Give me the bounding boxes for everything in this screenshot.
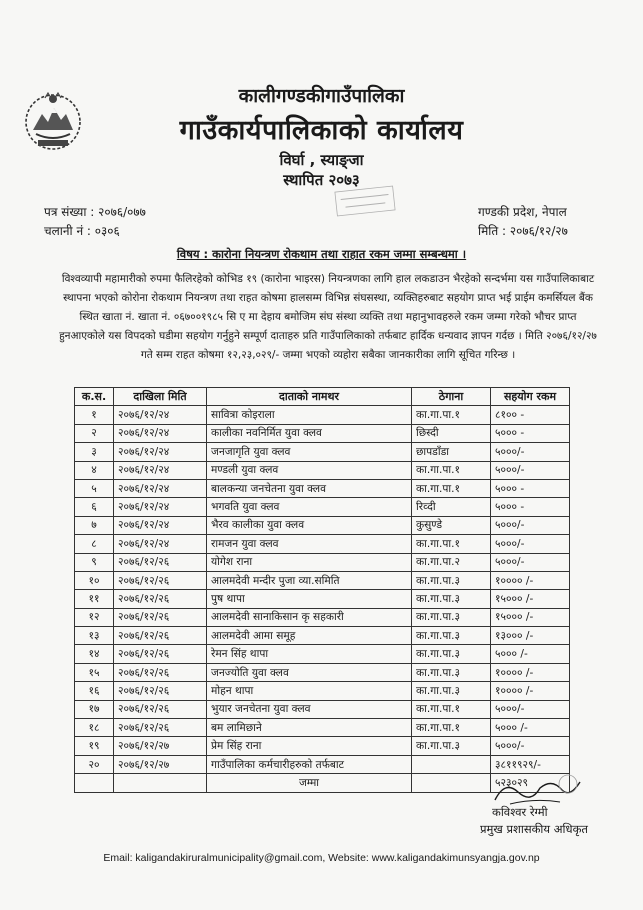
- cell-address: का.गा.पा.३: [412, 571, 491, 589]
- table-row: [75, 424, 570, 442]
- cell-donor: कालीका नवनिर्मित युवा क्लव: [207, 424, 412, 442]
- cell-date: २०७६/१२/२६: [114, 645, 207, 663]
- cell-donor: आलमदेवी सानाकिसान कृ सहकारी: [207, 608, 412, 626]
- cell-amount: १३००० /-: [491, 627, 570, 645]
- table-header-row: [75, 388, 570, 406]
- cell-donor: भुयार जनचेतना युवा क्लव: [207, 700, 412, 718]
- cell-donor: योगेश राना: [207, 553, 412, 571]
- table-row: [75, 516, 570, 534]
- municipality-name: कालीगण्डकीगाउँपालिका: [238, 85, 405, 107]
- table-row: [75, 682, 570, 700]
- cell-date: २०७६/१२/२४: [114, 516, 207, 534]
- contact-footer: Email: kaligandakiruralmunicipality@gmail.com, Website: www.kaligandakimunsyangja.gov.np: [103, 852, 540, 864]
- cell-date: २०७६/१२/२४: [114, 498, 207, 516]
- table-row: [75, 406, 570, 424]
- cell-sn: १: [75, 406, 114, 424]
- cell-date: २०७६/१२/२४: [114, 406, 207, 424]
- total-label: जम्मा: [207, 774, 412, 792]
- cell-address: का.गा.पा.३: [412, 737, 491, 755]
- cell-sn: ७: [75, 516, 114, 534]
- signatory-name: कविश्वर रेग्मी: [492, 805, 548, 819]
- table-row: [75, 608, 570, 626]
- signatory-title: प्रमुख प्रशासकीय अधिकृत: [480, 822, 588, 836]
- letter-body: विश्वव्यापी महामारीको रुपमा फैलिरहेको कोभिड १९ (कारोना भाइरस) नियन्त्रणका लागि हाल लकडाउन भैरहेको सन्दर्भमा यस गाउँपालिकाबाट स्थापना भएको कोरोना रोकथाम नियन्त्रण तथा राहत कोषमा हालसम्म विभिन्न संघसस्था, व्यक्तिहरुबाट सहयोग प्राप्त भई प्राईम कमर्सियल बैंक स्थित खाता नं. खाता नं. ०६७००१९८५ सि ए मा देहाय बमोजिम संघ संस्था व्यक्ति तथा महानुभावहरुले रकम जम्मा गरेको भौचर प्राप्त हुनआएकोले यस विपदको घडीमा सहयोग गर्नुहुने सम्पूर्ण दाताहरु प्रति गाउँपालिकाको तर्फबाट हार्दिक धन्यवाद ज्ञापन गर्दछ । मिति २०७६/१२/२७ गते सम्म राहत कोषमा १२,२३,०२९/- जम्मा भएको व्यहोरा सबैका जानकारीका लागि सूचित गरिन्छ ।: [59, 273, 597, 361]
- cell-address: रिव्दी: [412, 498, 491, 516]
- cell-address: छापडाँडा: [412, 443, 491, 461]
- cell-address: छिस्दी: [412, 424, 491, 442]
- cell-donor: मोहन थापा: [207, 682, 412, 700]
- cell-date: २०७६/१२/२४: [114, 461, 207, 479]
- cell-amount: ५०००/-: [491, 535, 570, 553]
- header-donor: दाताको नामथर: [207, 388, 412, 406]
- header-amount: सहयोग रकम: [491, 388, 570, 406]
- cell-amount: ५०००/-: [491, 737, 570, 755]
- cell-donor: बम लामिछाने: [207, 719, 412, 737]
- cell-donor: आलमदेवी मन्दीर पुजा व्या.समिति: [207, 571, 412, 589]
- cell-address: का.गा.पा.१: [412, 479, 491, 497]
- office-title: गाउँकार्यपालिकाको कार्यालय: [179, 115, 464, 146]
- cell-donor: रेमन सिंह थापा: [207, 645, 412, 663]
- cell-address: [412, 755, 491, 773]
- cell-sn: १०: [75, 571, 114, 589]
- cell-date: २०७६/१२/२४: [114, 443, 207, 461]
- cell-amount: १०००० /-: [491, 682, 570, 700]
- table-row: [75, 719, 570, 737]
- table-row: [75, 737, 570, 755]
- cell-address: का.गा.पा.३: [412, 682, 491, 700]
- dispatch-number: चलानी नं : ०३०६: [44, 224, 120, 238]
- cell-donor: प्रेम सिंह राना: [207, 737, 412, 755]
- header-sn: क.स.: [75, 388, 114, 406]
- table-row: [75, 479, 570, 497]
- cell-donor: सावित्रा कोइराला: [207, 406, 412, 424]
- cell-donor: मण्डली युवा क्लव: [207, 461, 412, 479]
- cell-address: का.गा.पा.१: [412, 406, 491, 424]
- cell-address: का.गा.पा.३: [412, 663, 491, 681]
- cell-donor: जनजागृति युवा क्लव: [207, 443, 412, 461]
- cell-amount: ८१०० -: [491, 406, 570, 424]
- cell-address: का.गा.पा.१: [412, 535, 491, 553]
- cell-date: २०७६/१२/२४: [114, 535, 207, 553]
- cell-donor: भगवति युवा क्लव: [207, 498, 412, 516]
- cell-amount: ५०००/-: [491, 516, 570, 534]
- cell-donor: गाउँपालिका कर्मचारीहरुको तर्फबाट: [207, 755, 412, 773]
- cell-amount: ५००० -: [491, 424, 570, 442]
- total-value: ५२३०२९: [491, 774, 570, 792]
- cell-amount: १०००० /-: [491, 663, 570, 681]
- cell-amount: ५००० -: [491, 479, 570, 497]
- cell-address: का.गा.पा.३: [412, 645, 491, 663]
- cell-sn: ४: [75, 461, 114, 479]
- cell-address: का.गा.पा.३: [412, 627, 491, 645]
- cell-donor: बालकन्या जनचेतना युवा क्लव: [207, 479, 412, 497]
- table-row: [75, 590, 570, 608]
- letter-date: मिति : २०७६/१२/२७: [478, 224, 568, 238]
- cell-sn: १८: [75, 719, 114, 737]
- table-row: [75, 553, 570, 571]
- cell-sn: १४: [75, 645, 114, 663]
- cell-amount: १५००० /-: [491, 608, 570, 626]
- table-row: [75, 443, 570, 461]
- cell-sn: ८: [75, 535, 114, 553]
- cell-date: २०७६/१२/२४: [114, 424, 207, 442]
- table-row: [75, 571, 570, 589]
- cell-address: का.गा.पा.३: [412, 590, 491, 608]
- cell-sn: १९: [75, 737, 114, 755]
- table-row: [75, 645, 570, 663]
- cell-date: २०७६/१२/२६: [114, 608, 207, 626]
- signature-scribble: [490, 770, 585, 810]
- header-date: दाखिला मिति: [114, 388, 207, 406]
- letter-number: पत्र संख्या : २०७६/०७७: [44, 205, 146, 219]
- cell-date: २०७६/१२/२६: [114, 682, 207, 700]
- cell-donor: आलमदेवी आमा समूह: [207, 627, 412, 645]
- table-row: [75, 498, 570, 516]
- cell-sn: १५: [75, 663, 114, 681]
- cell-sn: १६: [75, 682, 114, 700]
- cell-sn: २: [75, 424, 114, 442]
- cell-date: २०७६/१२/२६: [114, 719, 207, 737]
- cell-amount: ५०००/-: [491, 443, 570, 461]
- cell-donor: रामजन युवा क्लव: [207, 535, 412, 553]
- cell-amount: ५०००/-: [491, 700, 570, 718]
- cell-amount: ५०००/-: [491, 461, 570, 479]
- cell-amount: ५००० /-: [491, 645, 570, 663]
- cell-donor: पुष थापा: [207, 590, 412, 608]
- cell-sn: १२: [75, 608, 114, 626]
- cell-donor: भैरव कालीका युवा क्लव: [207, 516, 412, 534]
- cell-address: का.गा.पा.२: [412, 553, 491, 571]
- cell-date: २०७६/१२/२६: [114, 590, 207, 608]
- cell-amount: ५००० /-: [491, 719, 570, 737]
- table-row: [75, 627, 570, 645]
- letter-subject: विषय : कारोना नियन्त्रण रोकथाम तथा राहात रकम जम्मा सम्बन्धमा ।: [176, 247, 467, 261]
- cell-sn: ५: [75, 479, 114, 497]
- cell-sn: ३: [75, 443, 114, 461]
- cell-amount: ५०००/-: [491, 553, 570, 571]
- cell-date: २०७६/१२/२६: [114, 663, 207, 681]
- cell-amount: ३८११९२९/-: [491, 755, 570, 773]
- cell-sn: १३: [75, 627, 114, 645]
- established-year: स्थापित २०७३: [283, 171, 360, 189]
- cell-sn: ९: [75, 553, 114, 571]
- cell-date: २०७६/१२/२६: [114, 700, 207, 718]
- office-address: विर्घा , स्याङ्जा: [279, 151, 364, 169]
- cell-sn: ६: [75, 498, 114, 516]
- cell-address: कुसुण्डे: [412, 516, 491, 534]
- cell-amount: १५००० /-: [491, 590, 570, 608]
- cell-date: २०७६/१२/२४: [114, 479, 207, 497]
- cell-amount: १०००० /-: [491, 571, 570, 589]
- cell-date: २०७६/१२/२७: [114, 737, 207, 755]
- cell-address: का.गा.पा.१: [412, 719, 491, 737]
- table-row: [75, 535, 570, 553]
- cell-sn: ११: [75, 590, 114, 608]
- table-row: [75, 663, 570, 681]
- received-stamp: [334, 185, 396, 217]
- cell-address: का.गा.पा.१: [412, 461, 491, 479]
- donation-table: [74, 387, 570, 793]
- cell-address: का.गा.पा.१: [412, 700, 491, 718]
- cell-date: २०७६/१२/२६: [114, 553, 207, 571]
- cell-date: २०७६/१२/२७: [114, 755, 207, 773]
- cell-address: का.गा.पा.३: [412, 608, 491, 626]
- cell-amount: ५००० -: [491, 498, 570, 516]
- cell-date: २०७६/१२/२६: [114, 627, 207, 645]
- province-label: गण्डकी प्रदेश, नेपाल: [478, 205, 567, 219]
- cell-donor: जनज्योति युवा क्लव: [207, 663, 412, 681]
- header-address: ठेगाना: [412, 388, 491, 406]
- cell-date: २०७६/१२/२६: [114, 571, 207, 589]
- table-row: [75, 700, 570, 718]
- cell-sn: २०: [75, 755, 114, 773]
- table-row: [75, 461, 570, 479]
- cell-sn: १७: [75, 700, 114, 718]
